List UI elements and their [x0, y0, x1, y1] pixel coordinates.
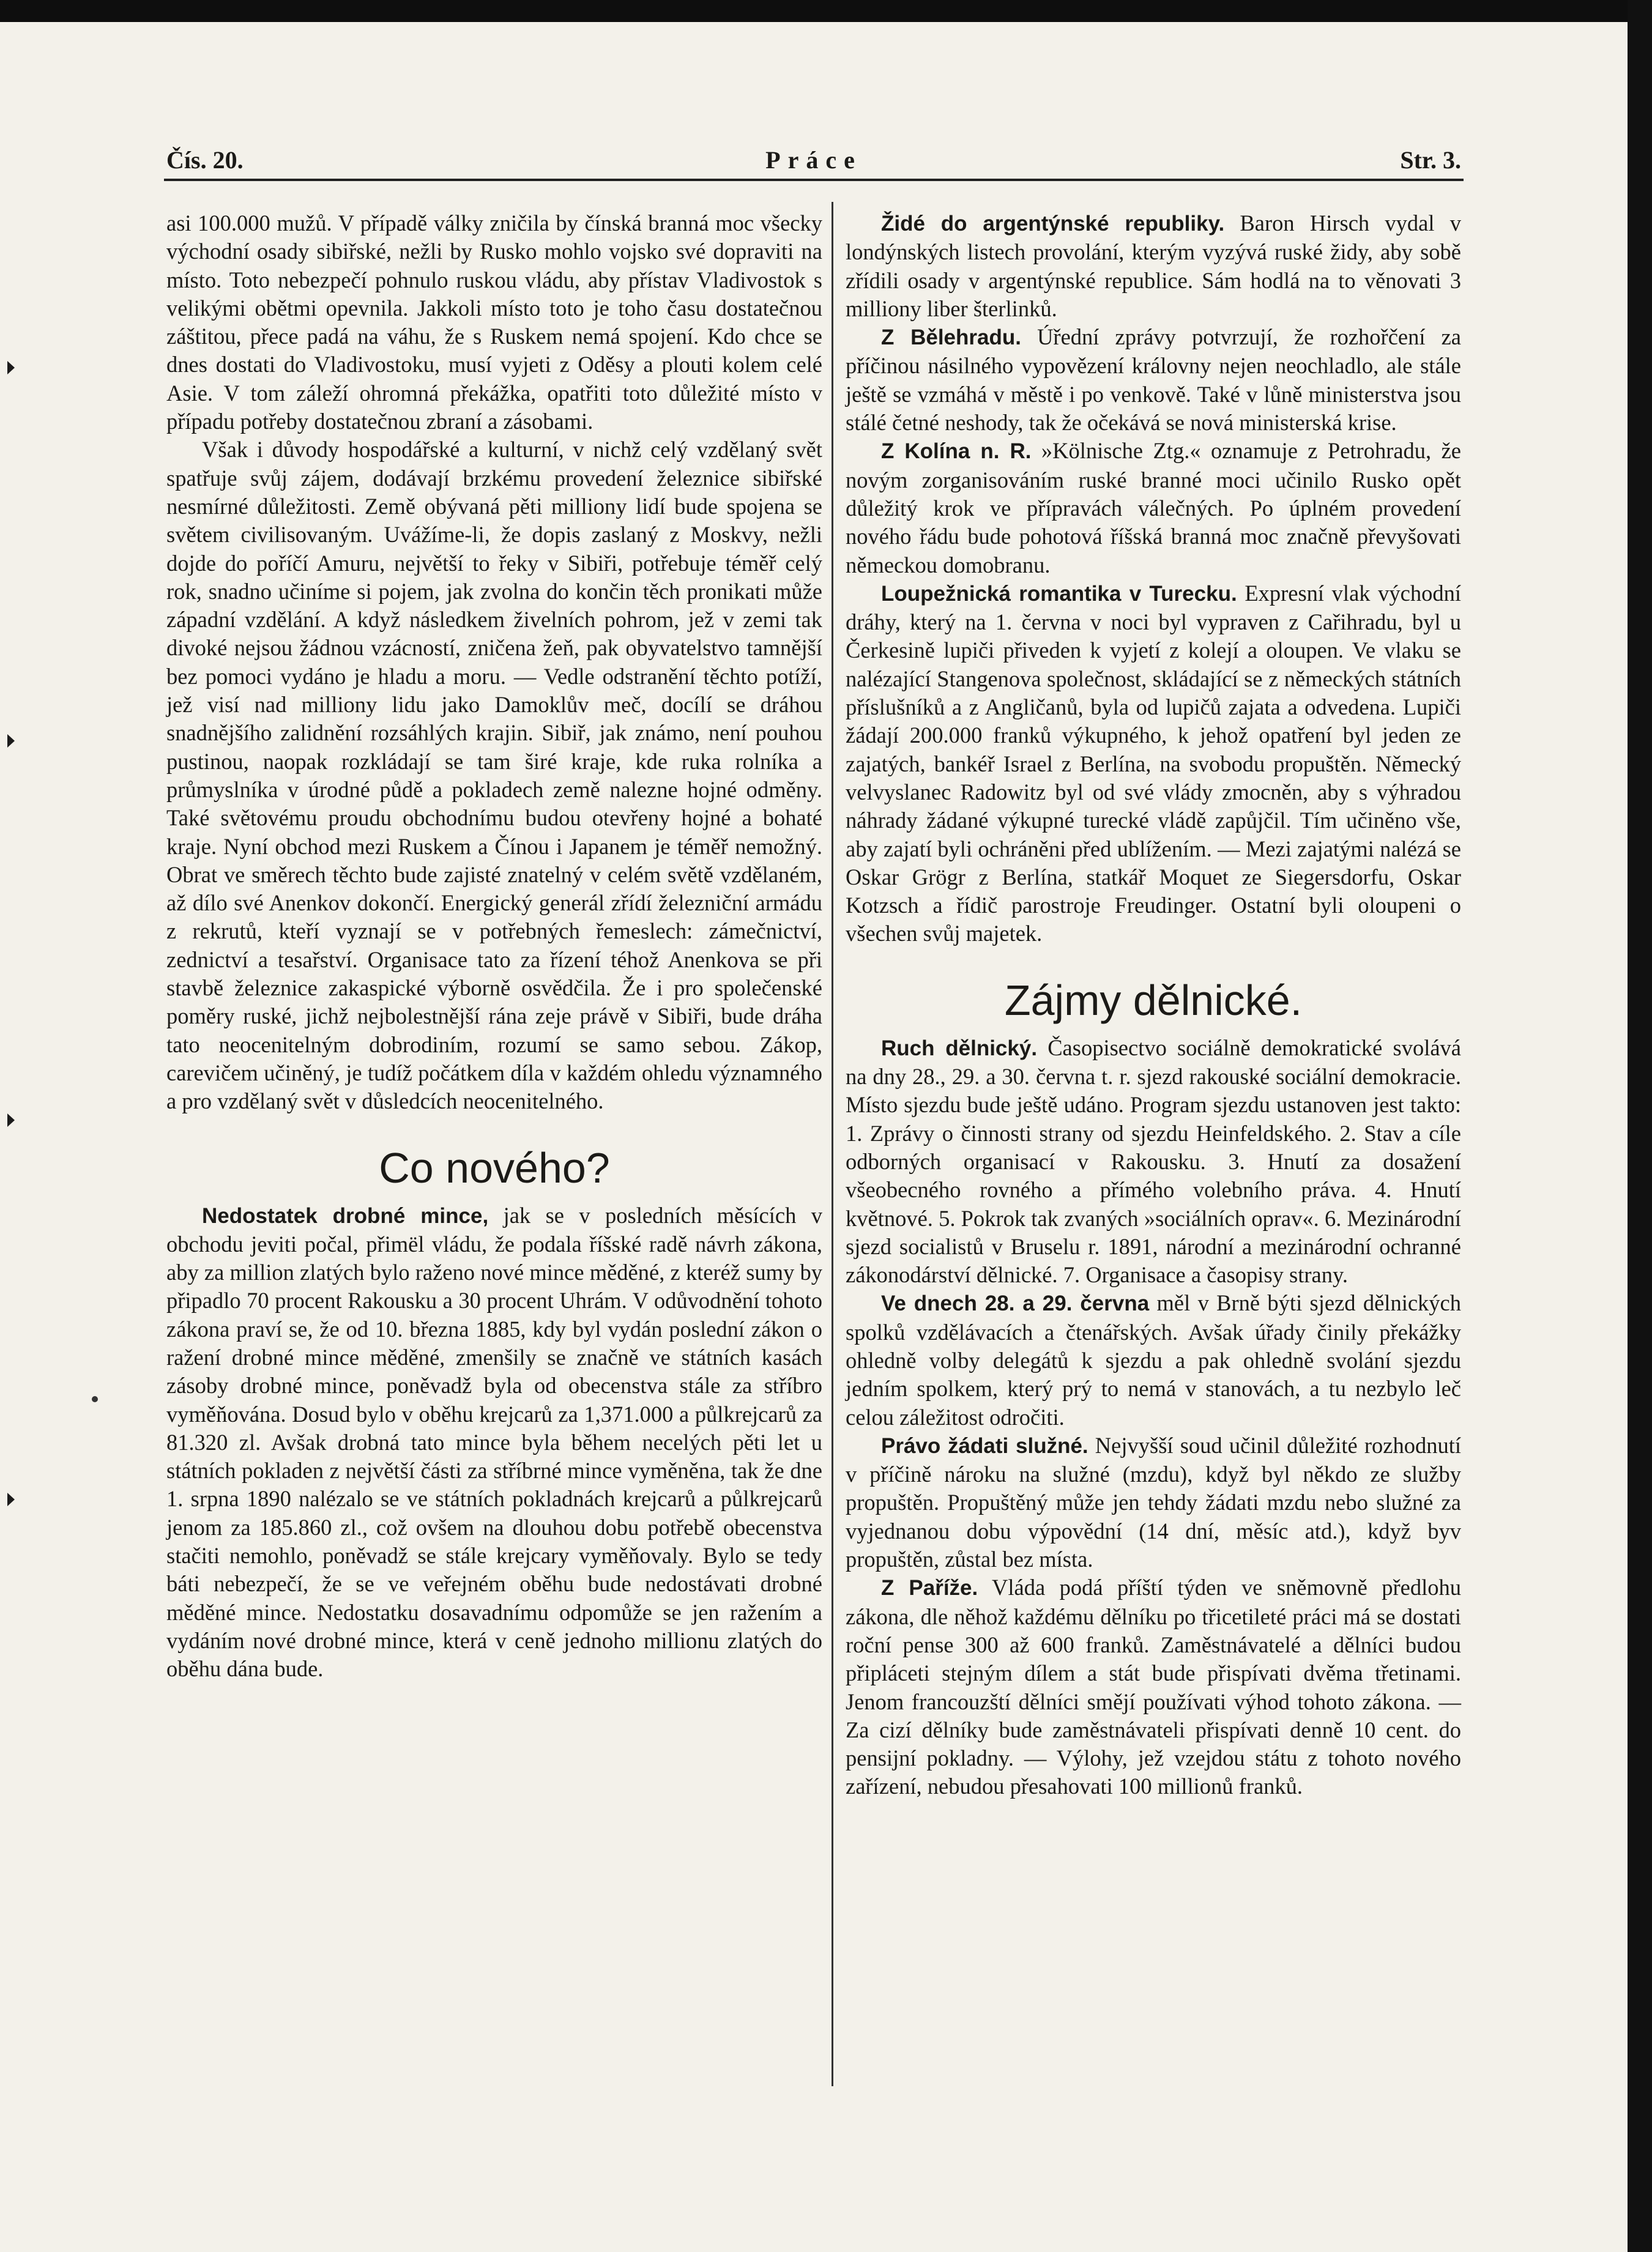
news-item — [846, 1432, 1461, 1574]
news-lead: Ve dnech 28. a 29. června — [881, 1291, 1150, 1316]
news-item — [846, 1574, 1461, 1800]
news-lead: Ruch dělnický. — [881, 1036, 1038, 1060]
news-text: Nejvyšší soud učinil důležité rozhodnutí v příčině nároku na služné (mzdu), když byl někdo ze služby propuštěn. Propuštěný může jen tehdy žádati mzdu nebo služné za vyjednanou dobu výpovědní (14 dní, měsíc atd.), když byv propuštěn, zůstal bez místa. — [846, 1432, 1461, 1572]
issue-number: Čís. 20. — [166, 146, 244, 174]
scan-border-top — [0, 0, 1652, 22]
news-lead: Právo žádati služné. — [881, 1433, 1088, 1458]
column-divider — [832, 202, 833, 2086]
page-number: Str. 3. — [1400, 146, 1461, 174]
scan-border-right — [1628, 0, 1652, 2252]
binding-mark — [7, 1493, 15, 1506]
news-lead: Z Paříže. — [881, 1576, 978, 1600]
news-text: jak se v posledních měsících v obchodu jeviti počal, přimël vládu, že podala říšské radě návrh zákona, aby za million zlatých bylo raženo nové mince měděné, z kteréž sumy by připadlo 70 procent Rakousku a 30 procent Uhrám. V odůvodnění tohoto zákona praví se, že od 10. března 1885, kdy byl vydán poslední zákon o ražení drobné mince měděné, zmenšily se značně ve státních kasách zásoby drobné mince, poněvadž byla od obecenstva stále za stříbro vyměňována. Dosud bylo v oběhu krejcarů za 1,371.000 a půlkrejcarů za 81.320 zl. Avšak drobná tato mince byla během necelých pěti let u státních pokladen z největší části za stříbrné mince vyměněna, tak že dne 1. srpna 1890 nalézalo se ve státních pokladnách krejcarů a půlkrejcarů jenom za 185.860 zl., což ovšem na dlouhou dobu potřebě obecenstva stačiti nemohlo, poněvadž se stále krejcary vyměňovaly. Bylo se tedy báti nebezpečí, že se ve veřejném oběhu bude nedostávati drobné měděné mince. Nedostatku dosavadnímu odpomůže se jen ražením a vydáním nové drobné mince, která v ceně jednoho millionu zlatých do oběhu dána bude. — [166, 1202, 822, 1682]
news-item — [846, 1289, 1461, 1431]
article-paragraph: asi 100.000 mužů. V případě války zničila by čínská branná moc všecky východní osady sibiřské, nežli by Rusko mohlo vojsko své dopraviti na místo. Toto nebezpečí pohnulo ruskou vládu, aby přístav Vladivostok s velikými obětmi opevnila. Jakkoli místo toto je toho času dostatečnou záštitou, přece padá na váhu, že s Ruskem nemá spojení. Kdo chce se dnes dostati do Vladivostoku, musí vyjeti z Oděsy a plouti kolem celé Asie. V tom záleží ohromná překážka, opatřiti toto důležité místo v případu potřeby dostatečnou zbraní a zásobami. — [166, 210, 822, 434]
news-item — [846, 323, 1461, 437]
binding-mark — [7, 361, 15, 374]
right-column — [846, 209, 1461, 1801]
news-text: Úřední zprávy potvrzují, že rozhořčení za příčinou násilného vypovězení královny nejen neochladlo, ale stále ještě se vzmáhá v městě i po venkově. Také v lůně ministerstva jsou stálé četné neshody, tak že očekává se nová ministerská krise. — [846, 324, 1462, 436]
news-lead: Z Kolína n. R. — [881, 439, 1032, 464]
binding-mark — [7, 1113, 15, 1127]
section-heading: Zájmy dělnické. — [1004, 976, 1303, 1024]
article-paragraph: Však i důvody hospodářské a kulturní, v nichž celý vzdělaný svět spatřuje svůj zájem, dodávají brzkému provedení železnice sibiřské nesmírné důležitosti. Země obývaná pěti milliony lidí bude spojena se světem civilisovaným. Uvážíme-li, že dopis zaslaný z Moskvy, nežli dojde do poříčí Amuru, největší to řeky v Sibiři, potřebuje téměř celý rok, snadno učiníme si pojem, jak zvolna do končin těch pronikati může západní vzdělání. A když následkem živelních pohrom, jež v zemi tak divoké nejsou žádnou vzácností, zničena žeň, pak obyvatelstvo tamnější bez pomoci vydáno je hladu a moru. — Vedle odstranění těchto potíží, jež visí nad milliony lidu jako Damoklův meč, docílí se dráhou snadnějšího zalidnění rozsáhlých krajin. Sibiř, jak známo, není pouhou pustinou, naopak rozkládají se tam širé kraje, kde ruka rolníka a průmyslníka v úrodné půdě a pokladech země nalezne hojné odměny. Také světovému proudu obchodnímu budou otevřeny hojné a bohaté kraje. Nyní obchod mezi Ruskem a Čínou i Japanem je téměř nemožný. Obrat ve směrech těchto bude zajisté znatelný v celém světě vzdělaném, až dílo své Anenkov dokončí. Energický generál zřídí železniční armádu z rekrutů, kteří vyznají se v potřebných řemeslech: zámečnictví, zednictví a tesařství. Organisace tato za řízení téhož Anenkova se při stavbě železnice zakaspické výborně osvědčila. Že i pro společenské poměry ruské, jichž nejbolestnější rána zeje právě v Sibiři, bude dráha tato neocenitelným dobrodiním, rozumí se samo sebou. Zákop, carevičem učiněný, je tudíž počátkem díla v každém ohledu významného a pro vzdělaný svět v důsledcích neocenitelného. — [166, 437, 822, 1114]
news-text: Baron Hirsch vydal v londýnských listech provolání, kterým vyzývá ruské židy, aby sobě zřídili osady v argentýnské republice. Sám hodlá na to věnovati 3 milliony liber šterlinků. — [846, 210, 1461, 321]
newspaper-title: Práce — [765, 146, 862, 174]
news-text: Časopisectvo sociálně demokratické svolává na dny 28., 29. a 30. června t. r. sjezd rakouské sociální demokracie. Místo sjezdu bude ještě udáno. Program sjezdu ustanoven jest takto: 1. Zprávy o činnosti strany od sjezdu Heinfeldského. 2. Stav a cíle odborných organisací v Rakousku. 3. Hnutí za dosažení všeobecného rovného a přímého volebního práva. 4. Hnutí květnové. 5. Pokrok tak zvaných »sociálních oprav«. 6. Mezinárodní sjezd socialistů v Bruselu r. 1891, národní a mezinárodní ochranné zákonodárství dělnické. 7. Organisace a časopisy strany. — [846, 1035, 1461, 1288]
news-lead: Loupežnická romantika v Turecku. — [881, 581, 1237, 606]
news-lead: Židé do argentýnské republiky. — [881, 212, 1225, 236]
news-item — [846, 209, 1461, 323]
ink-spot — [92, 1396, 98, 1402]
news-text: měl v Brně býti sjezd dělnických spolků vzdělávacích a čtenářských. Avšak úřady činily překážky ohledně volby delegátů k sjezdu a pak ohledně svolání sjezdu jedním spolkem, který prý to nemá v stanovách, a tu nezbylo leč celou záležitost odročiti. — [846, 1290, 1461, 1430]
news-text: »Kölnische Ztg.« oznamuje z Petrohradu, že novým zorganisováním ruské branné moci učinilo Rusko opět důležitý krok ve přípravách válečných. Po úplném provedení nového řádu bude pohotová říšská branná moc značně převyšovati německou domobranu. — [846, 438, 1461, 578]
news-item — [846, 579, 1461, 948]
news-text: Expresní vlak východní dráhy, který na 1. června v noci byl vypraven z Cařihradu, byl u Čerkesině lupiči přiveden k vyjetí z kolejí a oloupen. Ve vlaku se nalézající Stangenova společnost, skládající se z německých státních příslušníků a z Angličanů, byla od lupičů zajata a odvedena. Lupiči žádají 200.000 franků výkupného, k jehož opatření byl jeden ze zajatých, bankéř Israel z Berlína, na svobodu propuštěn. Německý velvyslanec Radowitz byl od své vlády zmocněn, aby s výhradou náhrady žádané výkupné turecké vládě zapůjčil. Tím učiněno vše, aby zajatí byli ochráněni před ublížením. — Mezi zajatými nalézá se Oskar Grögr z Berlína, statkář Moquet ze Siegersdorfu, Oskar Kotzsch a řídič parostroje Freudinger. Ostatní byli oloupeni o všechen svůj majetek. — [846, 580, 1461, 946]
news-item — [166, 1202, 822, 1684]
header-rule — [164, 179, 1464, 181]
section-heading: Co nového? — [379, 1143, 610, 1192]
binding-mark — [7, 734, 15, 748]
left-column — [166, 209, 822, 1684]
running-header — [166, 146, 1461, 174]
news-item — [846, 437, 1461, 579]
news-item — [846, 1034, 1461, 1290]
news-lead: Z Bělehradu. — [881, 325, 1021, 350]
news-text: Vláda podá příští týden ve sněmovně předlohu zákona, dle něhož každému dělníku po třicetileté práci má se dostati roční pense 300 až 600 franků. Zaměstnávatelé a dělníci budou připláceti stejným dílem a stát bude přispívati dvěma třetinami. Jenom francouzští dělníci smějí používati výhod tohoto zákona. — Za cizí dělníky bude zaměstnávateli přispívati denně 10 cent. do pensijní pokladny. — Výlohy, jež vzejdou státu z tohoto nového zařízení, nebudou přesahovati 100 millionů franků. — [846, 1575, 1461, 1799]
news-lead: Nedostatek drobné mince, — [202, 1203, 489, 1228]
